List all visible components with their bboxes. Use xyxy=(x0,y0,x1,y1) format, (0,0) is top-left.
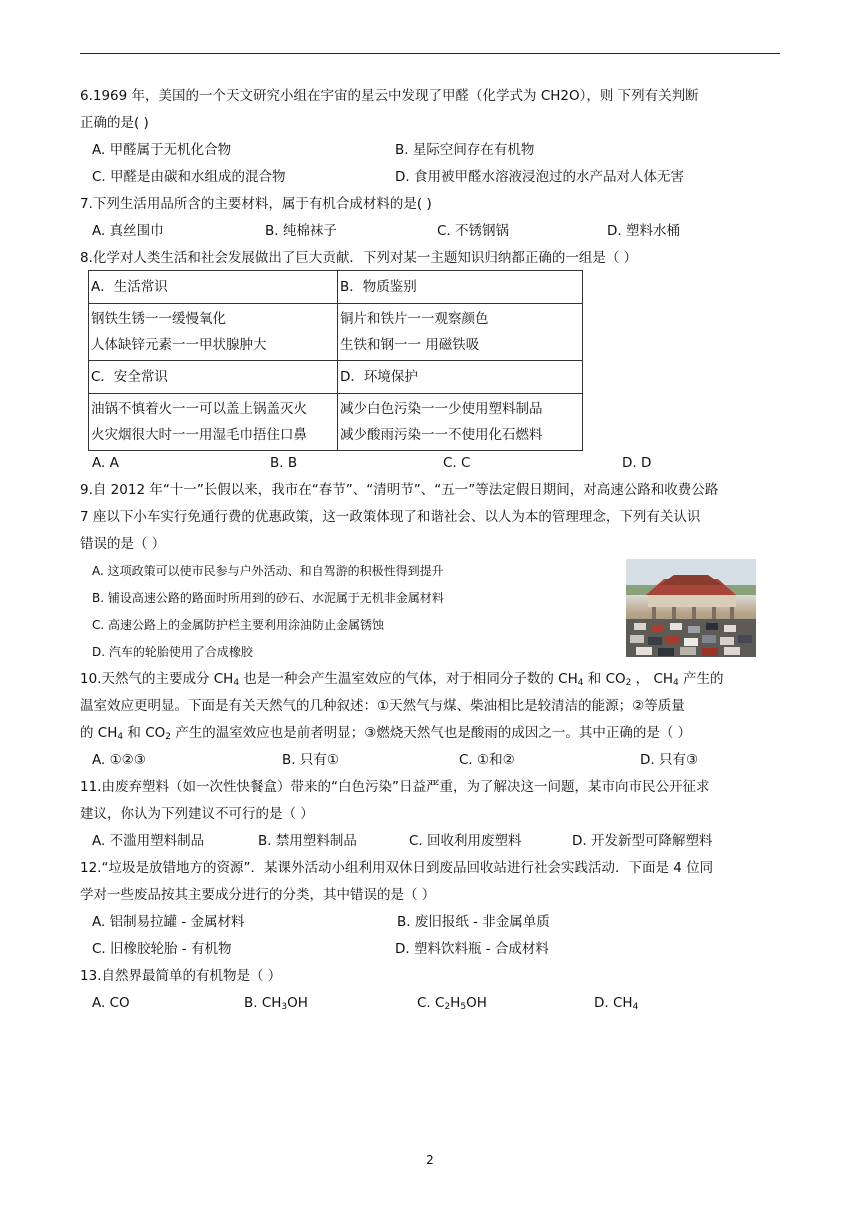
q13-c-part2: H xyxy=(450,995,461,1011)
q8-stem: 8.化学对人类生活和社会发展做出了巨大贡献．下列对某一主题知识归纳都正确的一组是（ ） xyxy=(80,250,638,266)
q13-b-part2: OH xyxy=(287,995,308,1011)
q10-stem-line3 xyxy=(80,723,691,743)
q8-cell-b-head: B．物质鉴别 xyxy=(338,271,583,304)
q8-cell-d-body xyxy=(338,394,583,451)
q8-a-line2: 人体缺锌元素一一甲状腺肿大 xyxy=(91,337,267,353)
q6-stem-line2: 正确的是( ) xyxy=(80,115,149,131)
q13-option-c xyxy=(417,993,487,1013)
q8-cell-c-head: C．安全常识 xyxy=(89,361,338,394)
q7-option-d: D. 塑料水桶 xyxy=(607,223,680,239)
toll-station-illustration xyxy=(626,559,756,657)
sub-5: 5 xyxy=(460,1002,467,1012)
sub-4: 4 xyxy=(673,678,679,688)
q12-stem-line2: 学对一些废品按其主要成分进行的分类，其中错误的是（ ） xyxy=(80,887,436,903)
q11-stem-line2: 建议，你认为下列建议不可行的是（ ） xyxy=(80,806,314,822)
q8-cell-a-head: A．生活常识 xyxy=(89,271,338,304)
q8-d-line2: 减少酸雨污染一一不使用化石燃料 xyxy=(340,427,543,443)
q13-stem: 13.自然界最简单的有机物是（ ） xyxy=(80,968,282,984)
q9-option-b: B. 铺设高速公路的路面时所用到的砂石、水泥属于无机非金属材料 xyxy=(92,591,444,605)
q8-b-line2: 生铁和钢一一 用磁铁吸 xyxy=(340,337,480,353)
sub-4: 4 xyxy=(117,732,124,742)
q10-l1-part4: ， CH xyxy=(631,671,674,687)
header-rule xyxy=(80,53,780,54)
q8-cell-d-head: D．环境保护 xyxy=(338,361,583,394)
q10-l1-part3: 和 CO xyxy=(583,671,626,687)
q10-l3-part2: 和 CO xyxy=(123,725,166,741)
q6-option-d: D. 食用被甲醛水溶液浸泡过的水产品对人体无害 xyxy=(395,169,684,185)
sub-4: 4 xyxy=(577,678,584,688)
q9-option-d: D. 汽车的轮胎使用了合成橡胶 xyxy=(92,645,253,659)
q7-option-a: A. 真丝围巾 xyxy=(92,223,164,239)
q8-option-a: A. A xyxy=(92,455,119,471)
q8-knowledge-table xyxy=(88,270,583,451)
q12-option-b: B. 废旧报纸 - 非金属单质 xyxy=(397,914,550,930)
q10-option-b: B. 只有① xyxy=(282,752,339,768)
q10-option-c: C. ①和② xyxy=(459,752,515,768)
toll-station-photo xyxy=(626,559,756,657)
q6-option-c: C. 甲醛是由碳和水组成的混合物 xyxy=(92,169,286,185)
q8-c-line2: 火灾烟很大时一一用湿毛巾捂住口鼻 xyxy=(91,427,307,443)
q9-stem-line2: 7 座以下小车实行免通行费的优惠政策，这一政策体现了和谐社会、以人为本的管理理念，下列有关认识 xyxy=(80,509,701,525)
sub-2: 2 xyxy=(444,1002,451,1012)
q12-stem-line1: 12.“垃圾是放错地方的资源”．某课外活动小组利用双休日到废品回收站进行社会实践活动．下面是 4 位同 xyxy=(80,860,714,876)
q13-c-part3: OH xyxy=(466,995,487,1011)
q12-option-a: A. 铝制易拉罐 - 金属材料 xyxy=(92,914,245,930)
q10-l3-part1: 的 CH xyxy=(80,725,118,741)
sub-4: 4 xyxy=(233,678,240,688)
q8-option-d: D. D xyxy=(622,455,652,471)
q11-stem-line1: 11.由废弃塑料（如一次性快餐盒）带来的“白色污染”日益严重，为了解决这一问题，某市向市民公开征求 xyxy=(80,779,710,795)
q11-option-b: B. 禁用塑料制品 xyxy=(258,833,357,849)
q7-stem: 7.下列生活用品所含的主要材料，属于有机合成材料的是( ) xyxy=(80,196,432,212)
q10-stem-line1 xyxy=(80,669,724,689)
q8-cell-b-body xyxy=(338,304,583,361)
q8-c-line1: 油锅不慎着火一一可以盖上锅盖灭火 xyxy=(91,401,307,417)
q6-option-a: A. 甲醛属于无机化合物 xyxy=(92,142,232,158)
q13-b-part1: B. CH xyxy=(244,995,282,1011)
q9-stem-line1: 9.自 2012 年“十一”长假以来，我市在“春节”、“清明节”、“五一”等法定假日期间，对高速公路和收费公路 xyxy=(80,482,719,498)
q10-l1-part5: 产生的 xyxy=(678,671,724,687)
q11-option-d: D. 开发新型可降解塑料 xyxy=(572,833,713,849)
q12-option-c: C. 旧橡胶轮胎 - 有机物 xyxy=(92,941,232,957)
q9-option-a: A. 这项政策可以使市民参与户外活动、和自驾游的积极性得到提升 xyxy=(92,564,444,578)
q13-d-part1: D. CH xyxy=(594,995,633,1011)
sub-2: 2 xyxy=(165,732,171,742)
q10-stem-line2: 温室效应更明显。下面是有关天然气的几种叙述：①天然气与煤、柴油相比是较清洁的能源；②等质量 xyxy=(80,698,685,714)
q7-option-b: B. 纯棉袜子 xyxy=(265,223,337,239)
q13-c-part1: C. C xyxy=(417,995,445,1011)
q13-option-b xyxy=(244,993,308,1013)
q12-option-d: D. 塑料饮料瓶 - 合成材料 xyxy=(395,941,549,957)
q6-stem-line1: 6.1969 年，美国的一个天文研究小组在宇宙的星云中发现了甲醛（化学式为 CH2O），则 下列有关判断 xyxy=(80,88,699,104)
q8-cell-c-body xyxy=(89,394,338,451)
q8-a-line1: 钢铁生锈一一缓慢氧化 xyxy=(91,311,226,327)
q9-stem-line3: 错误的是（ ） xyxy=(80,536,166,552)
q8-cell-a-body xyxy=(89,304,338,361)
sub-3: 3 xyxy=(281,1002,288,1012)
q11-option-a: A. 不滥用塑料制品 xyxy=(92,833,205,849)
q10-l1-part1: 10.天然气的主要成分 CH xyxy=(80,671,234,687)
q10-l1-part2: 也是一种会产生温室效应的气体，对于相同分子数的 CH xyxy=(239,671,578,687)
q10-option-a: A. ①②③ xyxy=(92,752,146,768)
q10-l3-part3: 产生的温室效应也是前者明显；③燃烧天然气也是酸雨的成因之一。其中正确的是（ ） xyxy=(170,725,692,741)
page-number: 2 xyxy=(426,1153,434,1167)
q8-option-c: C. C xyxy=(443,455,471,471)
q13-option-d xyxy=(594,993,638,1013)
q10-option-d: D. 只有③ xyxy=(640,752,699,768)
q11-option-c: C. 回收利用废塑料 xyxy=(409,833,522,849)
q9-option-c: C. 高速公路上的金属防护栏主要利用涂油防止金属锈蚀 xyxy=(92,618,385,632)
sub-4: 4 xyxy=(632,1002,639,1012)
q8-b-line1: 铜片和铁片一一观察颜色 xyxy=(340,311,489,327)
q7-option-c: C. 不锈钢锅 xyxy=(437,223,510,239)
sub-2: 2 xyxy=(625,678,632,688)
q8-d-line1: 减少白色污染一一少使用塑料制品 xyxy=(340,401,543,417)
q13-option-a: A. CO xyxy=(92,995,130,1011)
q8-option-b: B. B xyxy=(270,455,298,471)
q6-option-b: B. 星际空间存在有机物 xyxy=(395,142,535,158)
